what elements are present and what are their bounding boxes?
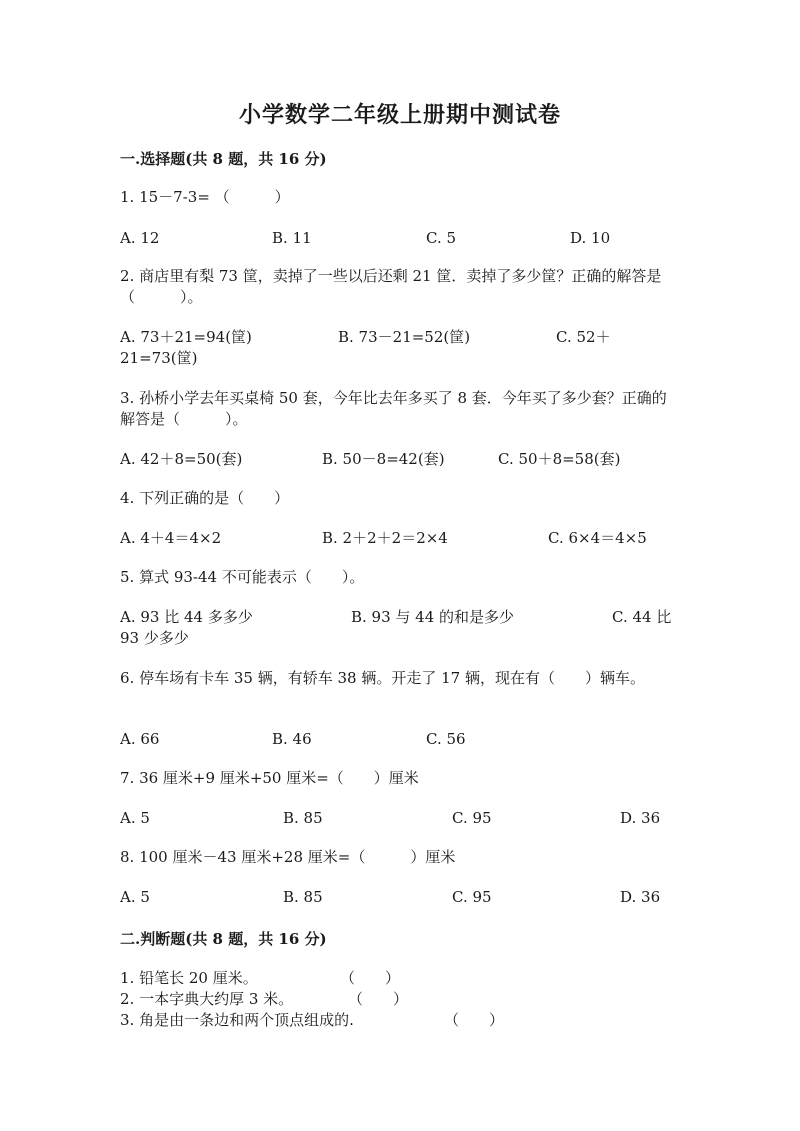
question-6-option-c: C. 56 — [426, 730, 466, 748]
question-7-option-c: C. 95 — [452, 809, 492, 827]
question-3-option-b: B. 50－8=42(套) — [322, 450, 445, 468]
question-2-option-b: B. 73－21=52(筐) — [338, 328, 471, 346]
question-8-stem: 8. 100 厘米－43 厘米+28 厘米=（ ）厘米 — [120, 848, 456, 866]
question-5-option-a: A. 93 比 44 多多少 — [120, 608, 253, 626]
question-1-option-b: B. 11 — [272, 229, 312, 247]
section-heading-true-false: 二.判断题(共 8 题，共 16 分) — [120, 930, 327, 948]
question-8-option-d: D. 36 — [620, 888, 661, 906]
question-8-option-c: C. 95 — [452, 888, 492, 906]
tf-item-1-answer-paren: （ ） — [340, 969, 401, 987]
tf-item-1-text: 1. 铅笔长 20 厘米。 — [120, 969, 258, 987]
question-4-option-b: B. 2＋2＋2＝2×4 — [322, 529, 448, 547]
question-2-stem: 2. 商店里有梨 73 筐，卖掉了一些以后还剩 21 筐．卖掉了多少筐？正确的解答是（ ）。 — [120, 267, 662, 306]
question-8-option-a: A. 5 — [120, 888, 150, 906]
question-5-stem: 5. 算式 93-44 不可能表示（ ）。 — [120, 568, 365, 586]
question-3-option-c: C. 50＋8=58(套) — [498, 450, 621, 468]
question-3-option-a: A. 42＋8=50(套) — [120, 450, 243, 468]
question-7-option-b: B. 85 — [283, 809, 323, 827]
page-title: 小学数学二年级上册期中测试卷 — [238, 102, 561, 128]
question-7-option-a: A. 5 — [120, 809, 150, 827]
question-6-option-a: A. 66 — [120, 730, 160, 748]
question-1-option-c: C. 5 — [426, 229, 457, 247]
question-6-stem: 6. 停车场有卡车 35 辆，有轿车 38 辆。开走了 17 辆，现在有（ ）辆车。 — [120, 669, 645, 687]
question-5-option-c-continued: 93 少多少 — [120, 629, 189, 647]
question-4-stem: 4. 下列正确的是（ ） — [120, 489, 290, 507]
question-2-option-c: C. 52＋ — [556, 328, 611, 346]
question-1-option-a: A. 12 — [120, 229, 160, 247]
tf-item-2-answer-paren: （ ） — [348, 990, 409, 1008]
question-4-option-c: C. 6×4＝4×5 — [548, 529, 647, 547]
question-7-stem: 7. 36 厘米+9 厘米+50 厘米=（ ）厘米 — [120, 769, 419, 787]
question-1-stem: 1. 15－7-3= （ ） — [120, 188, 290, 206]
question-1-option-d: D. 10 — [570, 229, 611, 247]
question-8-option-b: B. 85 — [283, 888, 323, 906]
question-5-option-b: B. 93 与 44 的和是多少 — [351, 608, 515, 626]
question-3-stem: 3. 孙桥小学去年买桌椅 50 套，今年比去年多买了 8 套．今年买了多少套？正确的解答是（ ）。 — [120, 389, 667, 428]
question-6-option-b: B. 46 — [272, 730, 312, 748]
tf-item-3-answer-paren: （ ） — [444, 1011, 505, 1029]
section-heading-choice: 一.选择题(共 8 题，共 16 分) — [120, 150, 327, 168]
question-2-option-c-continued: 21=73(筐) — [120, 349, 198, 367]
question-2-option-a: A. 73＋21=94(筐) — [120, 328, 252, 346]
question-4-option-a: A. 4＋4＝4×2 — [120, 529, 222, 547]
tf-item-2-text: 2. 一本字典大约厚 3 米。 — [120, 990, 294, 1008]
question-7-option-d: D. 36 — [620, 809, 661, 827]
question-5-option-c: C. 44 比 — [612, 608, 672, 626]
tf-item-3-text: 3. 角是由一条边和两个顶点组成的. — [120, 1011, 354, 1029]
